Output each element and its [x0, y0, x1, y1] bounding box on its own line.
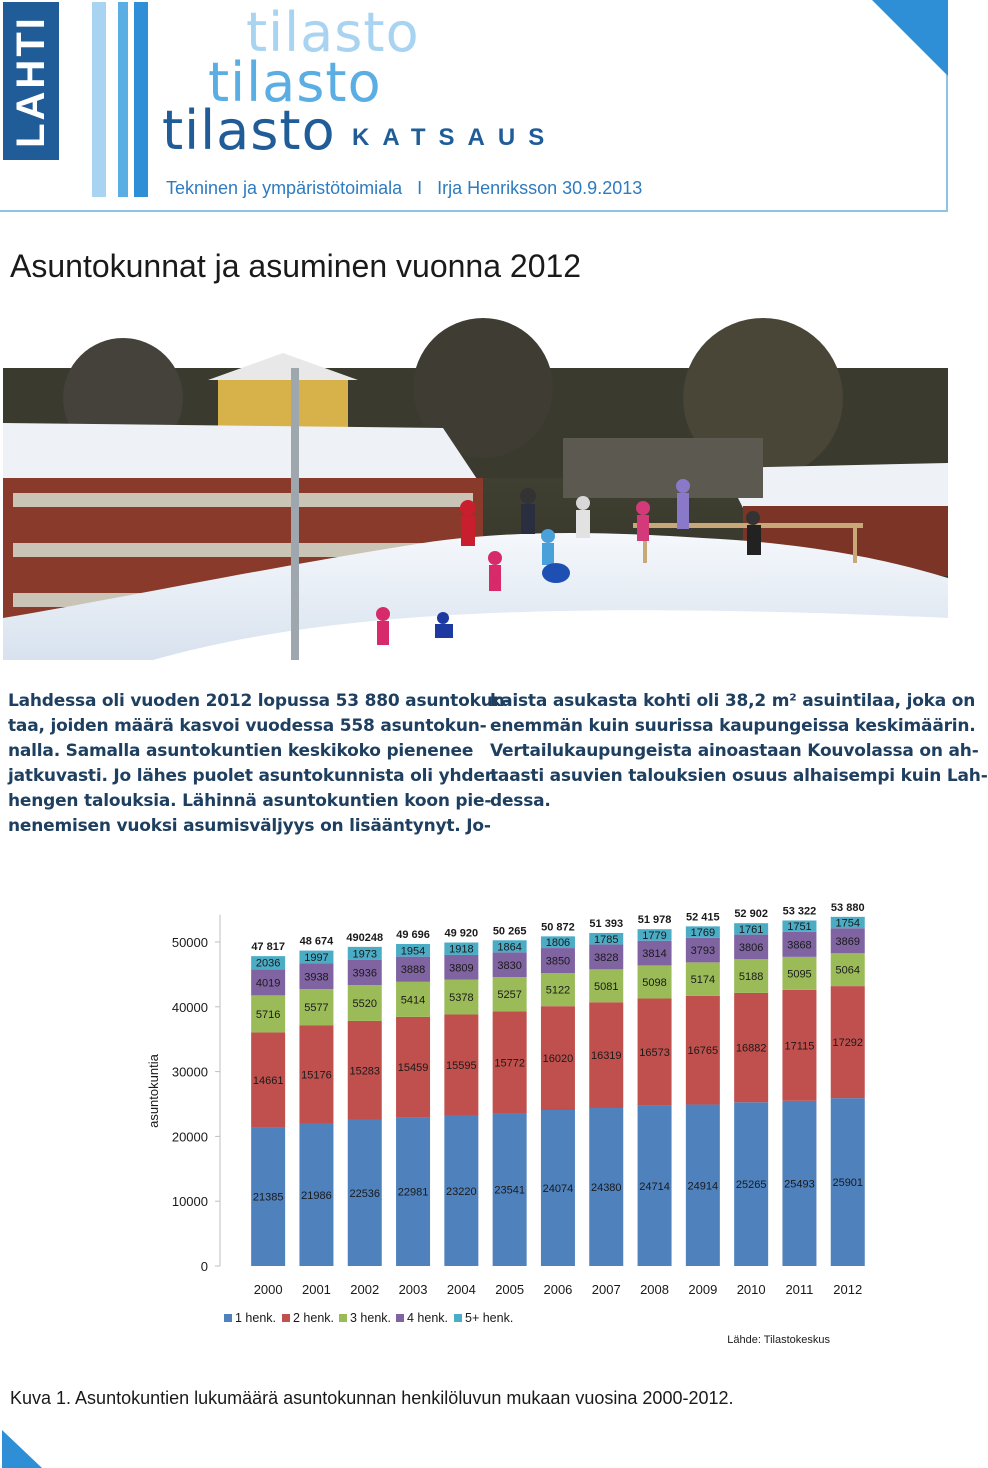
y-tick-label: 10000	[171, 1194, 208, 1210]
body-column-1: Lahdessa oli vuoden 2012 lopussa 53 880 asuntokun- taa, joiden määrä kasvoi vuodessa 558 asuntokun- nalla. Samalla asuntokuntien keskikoko pienenee jatkuvasti. Jo lähes puolet asuntokunnista oli yhden hengen talouksia. Lähinnä asuntokuntien koon pie- nenemisen vuoksi asumisväljyys on lisääntynyt. Jo-	[8, 691, 512, 836]
x-tick-label: 2007	[591, 1282, 621, 1297]
total-label: 53 880	[830, 901, 865, 914]
x-tick-label: 2008	[640, 1282, 670, 1297]
total-label: 47 817	[251, 941, 285, 954]
data-label: 1769	[690, 927, 716, 940]
data-label: 5716	[255, 1008, 281, 1021]
data-label: 21986	[301, 1189, 332, 1202]
data-label: 3869	[835, 935, 860, 948]
brand-katsaus: KATSAUS	[352, 124, 558, 151]
data-label: 3830	[497, 959, 522, 972]
data-label: 3888	[400, 964, 426, 977]
data-label: 1751	[787, 921, 812, 934]
photo-illustration	[3, 368, 948, 660]
y-axis-label: asuntokuntia	[146, 1054, 161, 1128]
x-tick-label: 2004	[446, 1282, 476, 1297]
data-label: 1779	[642, 929, 667, 942]
legend-swatch	[224, 1314, 232, 1322]
page-title: Asuntokunnat ja asuminen vuonna 2012	[10, 248, 582, 284]
header-stripe-dark	[134, 2, 148, 197]
data-label: 23541	[494, 1184, 525, 1197]
legend-label: 2 henk.	[293, 1311, 335, 1325]
data-label: 5188	[738, 971, 764, 984]
legend-swatch	[282, 1314, 290, 1322]
y-tick-label: 50000	[171, 935, 208, 950]
data-label: 1754	[835, 917, 860, 930]
data-label: 5095	[787, 968, 812, 981]
data-label: 17292	[832, 1037, 864, 1050]
winter-playground-photo	[3, 368, 948, 660]
data-label: 16882	[735, 1042, 767, 1055]
data-label: 15176	[301, 1069, 332, 1082]
y-tick-label: 40000	[171, 999, 208, 1015]
corner-triangle-bottom-icon	[2, 1430, 42, 1468]
data-label: 1918	[449, 943, 474, 956]
data-label: 1806	[545, 937, 571, 950]
data-label: 3850	[545, 955, 571, 968]
data-label: 24914	[687, 1180, 719, 1193]
data-label: 3806	[738, 941, 764, 954]
data-label: 22536	[349, 1187, 381, 1200]
legend-label: 4 henk.	[407, 1311, 449, 1325]
x-tick-label: 2003	[398, 1282, 428, 1297]
header-stripe-light	[92, 2, 106, 197]
y-tick-label: 20000	[171, 1129, 208, 1145]
corner-triangle-icon	[872, 0, 948, 76]
data-label: 3793	[690, 945, 716, 958]
legend-swatch	[396, 1314, 404, 1322]
total-label: 48 674	[299, 935, 334, 948]
data-label: 5064	[835, 964, 860, 977]
data-label: 22981	[397, 1186, 429, 1199]
data-label: 14661	[252, 1074, 284, 1087]
brand-line-2: tilasto	[208, 51, 382, 114]
data-label: 3868	[787, 939, 812, 952]
data-label: 21385	[252, 1191, 284, 1204]
total-label: 51 393	[589, 917, 624, 930]
data-label: 1973	[352, 948, 377, 961]
total-label: 52 902	[734, 908, 768, 921]
data-label: 5414	[400, 994, 426, 1007]
data-label: 5098	[642, 976, 667, 989]
data-label: 17115	[784, 1040, 815, 1053]
legend-label: 5+ henk.	[465, 1311, 514, 1325]
data-label: 1997	[304, 952, 329, 965]
legend-swatch	[454, 1314, 462, 1322]
data-label: 5378	[449, 992, 474, 1005]
brand-line-1: tilasto	[246, 1, 420, 64]
legend-label: 1 henk.	[235, 1311, 277, 1325]
data-label: 15459	[397, 1061, 429, 1074]
data-label: 25265	[735, 1179, 767, 1192]
data-label: 25901	[832, 1177, 864, 1190]
x-tick-label: 2009	[688, 1282, 718, 1297]
total-label: 50 265	[492, 925, 527, 938]
logo-text: LAHTI	[8, 14, 53, 148]
figure-caption: Kuva 1. Asuntokuntien lukumäärä asuntokunnan henkilöluvun mukaan vuosina 2000-2012.	[10, 1388, 734, 1408]
body-column-2: kaista asukasta kohti oli 38,2 m² asuintilaa, joka on enemmän kuin suurissa kaupungeissa keskimäärin. Vertailukaupungeista ainoastaan Kouvolassa on ah- taasti asuvien talouksien osuus alhaisempi kuin Lah- dessa.	[490, 691, 988, 811]
data-label: 1785	[594, 933, 619, 946]
data-label: 15595	[446, 1060, 477, 1073]
x-tick-label: 2000	[253, 1282, 283, 1297]
legend-swatch	[339, 1314, 347, 1322]
x-tick-label: 2010	[736, 1282, 766, 1297]
data-label: 2036	[255, 957, 281, 970]
x-tick-label: 2011	[785, 1282, 814, 1297]
data-label: 5174	[690, 974, 716, 987]
data-label: 16020	[542, 1053, 574, 1066]
data-label: 24380	[590, 1182, 622, 1195]
data-label: 15772	[494, 1057, 525, 1070]
chart-svg	[140, 890, 865, 1360]
data-label: 5577	[304, 1002, 329, 1015]
header-stripe-mid	[118, 2, 128, 197]
x-tick-label: 2006	[543, 1282, 573, 1297]
data-label: 3936	[352, 967, 377, 980]
y-tick-label: 0	[200, 1259, 208, 1274]
data-label: 3814	[642, 948, 667, 961]
total-label: 50 872	[541, 921, 575, 934]
data-label: 3938	[304, 971, 329, 984]
data-label: 4019	[255, 977, 281, 990]
data-label: 16765	[687, 1045, 719, 1058]
data-label: 3828	[594, 951, 619, 964]
total-label: 52 415	[686, 911, 720, 924]
data-label: 24074	[542, 1183, 574, 1196]
data-label: 5122	[545, 984, 571, 997]
data-label: 23220	[446, 1185, 477, 1198]
chart-source: Lähde: Tilastokeskus	[727, 1334, 830, 1346]
stacked-bar-chart	[140, 890, 865, 1365]
x-tick-label: 2005	[495, 1282, 525, 1297]
legend-label: 3 henk.	[350, 1311, 392, 1325]
data-label: 5081	[594, 980, 619, 993]
data-label: 24714	[639, 1180, 670, 1193]
data-label: 16319	[590, 1050, 622, 1063]
total-label: 49 696	[396, 928, 430, 941]
total-label: 53 322	[782, 905, 817, 918]
y-tick-label: 30000	[171, 1064, 208, 1080]
data-label: 5257	[497, 989, 522, 1002]
data-label: 15283	[349, 1065, 381, 1078]
lahti-logo	[3, 2, 59, 160]
page-header	[0, 0, 948, 212]
brand-line-3: tilasto	[162, 99, 336, 162]
total-label: 51 978	[637, 914, 672, 927]
x-tick-label: 2001	[301, 1282, 331, 1297]
data-label: 1761	[738, 923, 764, 936]
data-label: 16573	[639, 1047, 670, 1060]
x-tick-label: 2002	[350, 1282, 380, 1297]
data-label: 5520	[352, 998, 377, 1011]
total-label: 49 920	[444, 927, 479, 940]
data-label: 1864	[497, 941, 522, 954]
x-tick-label: 2012	[833, 1282, 863, 1297]
data-label: 25493	[784, 1178, 815, 1191]
data-label: 3809	[449, 962, 474, 975]
data-label: 1954	[400, 945, 426, 958]
total-label: 490248	[346, 931, 384, 944]
header-subline: Tekninen ja ympäristötoimiala I Irja Henriksson 30.9.2013	[166, 178, 643, 198]
